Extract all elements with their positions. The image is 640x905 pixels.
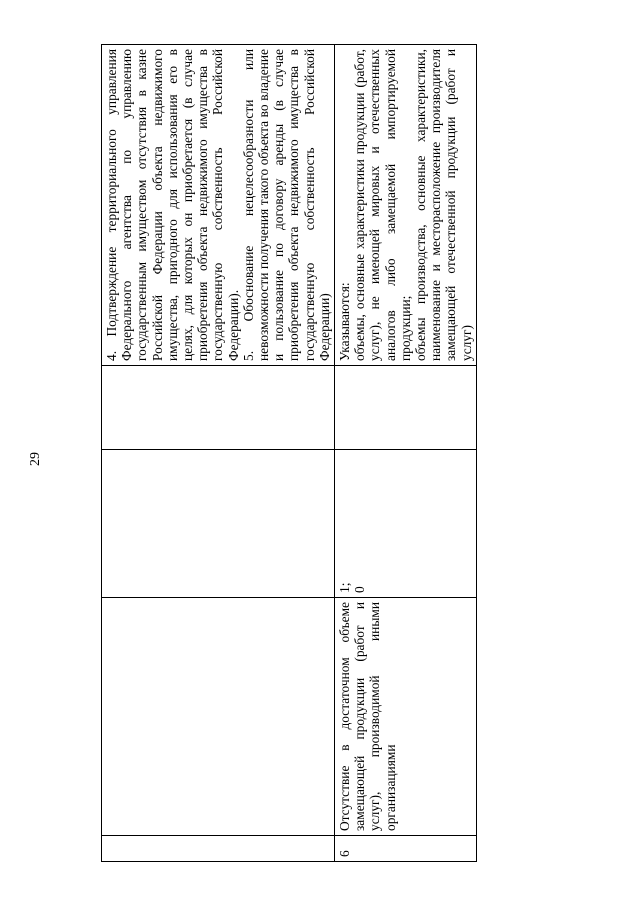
list-item: объемы, основные характеристики продукции (работ, услуг), не имеющей мировых и отечественных аналогов либо замещаемой импортируемой продукции; [352, 49, 413, 361]
list-item: 4. Подтверждение территориального управления Федерального агентства по управлению государственным имуществом отсутствия в казне Российской Федерации объекта недвижимого имущества, пригодного для использования его в целях, для которых он приобретается (в случае приобретения объекта недвижимого имущества в государственную собственность Российской Федерации). [104, 49, 241, 361]
cell-name-empty [102, 598, 335, 836]
table-row-previous [102, 45, 335, 862]
rotated-table-wrapper [101, 45, 474, 862]
cell-requirements-prev [102, 45, 335, 366]
cell-empty-3 [335, 366, 477, 450]
list-item: объемы производства, основные характеристики, наименование и месторасположение производителя замещающей отечественной продукции (работ и услуг) [413, 49, 474, 361]
table-row-6 [335, 45, 477, 862]
cell-codes: 1; 0 [335, 450, 477, 598]
page-number: 29 [28, 452, 43, 466]
cell-name: Отсутствие в достаточном объеме замещающей продукции (работ и услуг), производимой иными организациями [335, 598, 477, 836]
intro-text: Указываются: [337, 282, 353, 361]
cell-empty-2 [102, 366, 335, 450]
requirements-table [101, 44, 477, 862]
cell-requirements [335, 45, 477, 366]
cell-number-empty [102, 836, 335, 862]
cell-empty-1 [102, 450, 335, 598]
cell-number: 6 [335, 836, 477, 862]
list-item: 5. Обоснование нецелесообразности или невозможности получения такого объекта во владение и пользование по договору аренды (в случае приобретения объекта недвижимого имущества в государственную собственность Российской Федерации) [240, 49, 332, 361]
